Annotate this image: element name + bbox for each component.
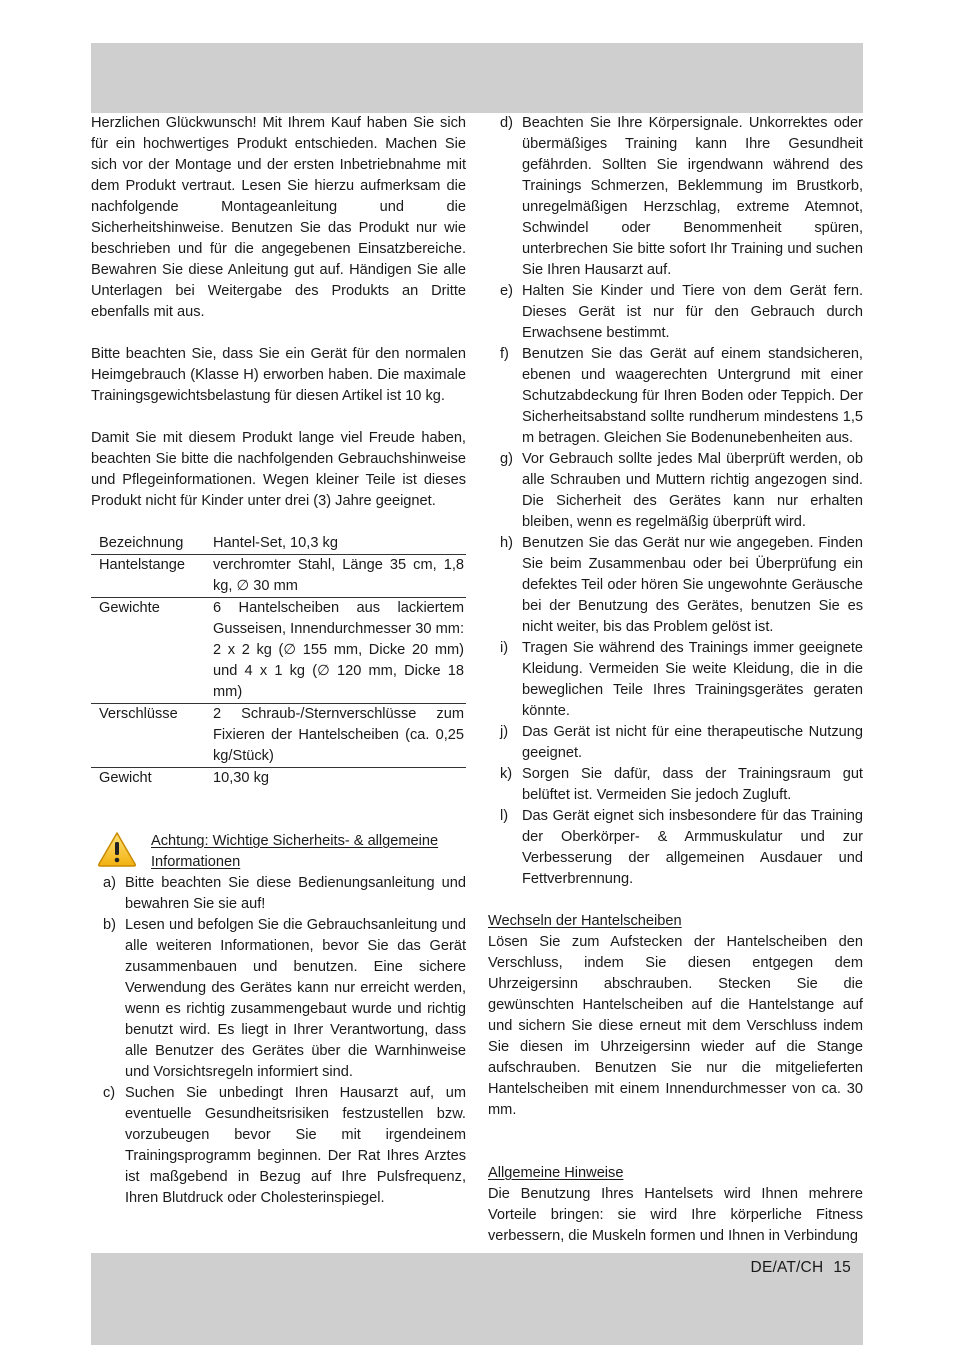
list-item (91, 873, 466, 915)
spec-label: Gewichte (91, 598, 213, 704)
list-marker: k) (500, 766, 513, 782)
right-column (488, 113, 863, 1247)
list-marker: j) (500, 724, 509, 740)
list-item (488, 638, 863, 722)
spec-value: Hantel-Set, 10,3 kg (213, 533, 466, 555)
list-text: Lesen und befolgen Sie die Gebrauchsanleitung und alle weiteren Informationen, bevor Sie das Gerät zusammenbauen und benutzen. Eine sichere Verwendung des Gerätes kann nur erreicht werden, wenn es richtig zusammengebaut wurde und richtig benutzt wird. Es liegt in Ihrer Verantwortung, dass alle Benutzer des Gerätes über die Warnhinweise und Vorsichtsregeln informiert sind. (125, 917, 466, 1080)
spec-value: verchromter Stahl, Länge 35 cm, 1,8 kg, ∅ 30 mm (213, 555, 466, 598)
spec-row (91, 768, 466, 790)
list-marker: a) (103, 875, 116, 891)
spec-row (91, 533, 466, 555)
list-text: Sorgen Sie dafür, dass der Trainingsraum gut belüftet ist. Vermeiden Sie jedoch Zugluft. (522, 766, 863, 803)
list-text: Suchen Sie unbedingt Ihren Hausarzt auf, um eventuelle Gesundheitsrisiken festzustellen bzw. vorzubeugen bevor Sie mit irgendeinem Trainingsprogramm beginnen. Der Rat Ihres Arztes ist maßgebend in Bezug auf Ihre Pulsfrequenz, Ihren Blutdruck oder Cholesterinspiegel. (125, 1085, 466, 1206)
list-text: Beachten Sie Ihre Körpersignale. Unkorrektes oder übermäßiges Training kann Ihre Gesundheit gefährden. Sollten Sie irgendwann während des Trainings Schmerzen, Beklemmung im Brustkorb, unregelmäßigen Herzschlag, extreme Atemnot, Schwindel oder Benommenheit spüren, unterbrechen Sie bitte sofort Ihr Training und suchen Sie Ihren Hausarzt auf. (522, 115, 863, 278)
intro-paragraph-1: Herzlichen Glückwunsch! Mit Ihrem Kauf haben Sie sich für ein hochwertiges Produkt entschieden. Machen Sie sich vor der Montage und der ersten Inbetriebnahme mit dem Produkt vertraut. Lesen Sie hierzu aufmerksam die nachfolgende Montageanleitung und die Sicherheitshinweise. Benutzen Sie das Produkt nur wie beschrieben und für die angegebenen Einsatzbereiche. Bewahren Sie diese Anleitung gut auf. Händigen Sie alle Unterlagen bei Weitergabe des Produkts an Dritte ebenfalls mit aus. (91, 115, 466, 320)
spec-value: 2 Schraub-/Sternverschlüsse zum Fixieren der Hantelscheiben (ca. 0,25 kg/Stück) (213, 704, 466, 768)
page-number: 15 (833, 1259, 851, 1276)
list-item (488, 533, 863, 638)
left-column (91, 113, 466, 1209)
spec-label: Hantelstange (91, 555, 213, 598)
intro-paragraph-2: Bitte beachten Sie, dass Sie ein Gerät für den normalen Heimgebrauch (Klasse H) erworben haben. Die maximale Trainingsgewichtsbelastung für diesen Artikel ist 10 kg. (91, 346, 466, 404)
footer-label (751, 1257, 851, 1278)
list-item (488, 113, 863, 281)
list-text: Halten Sie Kinder und Tiere von dem Gerät fern. Dieses Gerät ist nur für den Gebrauch durch Erwachsene bestimmt. (522, 283, 863, 341)
list-item (488, 449, 863, 533)
list-item (91, 1083, 466, 1209)
list-text: Bitte beachten Sie diese Bedienungsanleitung und bewahren Sie sie auf! (125, 875, 466, 912)
footer-region: DE/AT/CH (750, 1259, 824, 1276)
spec-table (91, 533, 466, 789)
section-heading-change-plates: Wechseln der Hantelscheiben (488, 913, 682, 929)
spec-row (91, 555, 466, 598)
list-marker: g) (500, 451, 513, 467)
list-item (488, 344, 863, 449)
spec-label: Gewicht (99, 770, 152, 786)
list-item (488, 806, 863, 890)
general-paragraph: Die Benutzung Ihres Hantelsets wird Ihnen mehrere Vorteile bringen: sie wird Ihre körperliche Fitness verbessern, die Muskeln formen und Ihnen in Verbindung (488, 1186, 863, 1244)
list-marker: i) (500, 640, 509, 656)
header-band (91, 43, 863, 113)
list-text: Das Gerät eignet sich insbesondere für das Training der Oberkörper- & Armmuskulatur und zur Verbesserung der allgemeinen Ausdauer und Fettverbrennung. (522, 808, 863, 887)
list-marker: d) (500, 115, 513, 131)
spec-row (91, 704, 466, 768)
footer-band (91, 1253, 863, 1345)
spec-value: 10,30 kg (213, 770, 269, 786)
spec-label: Verschlüsse (91, 704, 213, 768)
spec-row (91, 598, 466, 704)
list-text: Benutzen Sie das Gerät nur wie angegeben. Finden Sie beim Zusammenbau oder bei Überprüfung ein defektes Teil oder hören Sie ungewohnte Geräusche bei der Benutzung des Gerätes, benutzen Sie es nicht weiter, bis das Problem gelöst ist. (522, 535, 863, 635)
intro-paragraph-3: Damit Sie mit diesem Produkt lange viel Freude haben, beachten Sie bitte die nachfolgenden Gebrauchshinweise und Pflegeinformationen. Wegen kleiner Teile ist dieses Produkt nicht für Kinder unter drei (3) Jahre geeignet. (91, 430, 466, 509)
change-plates-paragraph: Lösen Sie zum Aufstecken der Hantelscheiben den Verschluss, indem Sie diesen entgegen dem Uhrzeigersinn abschrauben. Stecken Sie die gewünschten Hantelscheiben auf die Hantelstange auf und sichern Sie diese erneut mit dem Verschluss indem Sie diesen im Uhrzeigersinn wieder auf die Stange aufschrauben. Benutzen Sie nur die mitgelieferten Hantelscheiben mit einem Innendurchmesser von ca. 30 mm. (488, 934, 863, 1118)
spec-label: Bezeichnung (91, 533, 213, 555)
warning-icon (97, 831, 137, 867)
safety-list-right (488, 113, 863, 890)
list-text: Benutzen Sie das Gerät auf einem standsicheren, ebenen und waagerechten Untergrund mit einer Schutzabdeckung für Ihren Boden oder Teppich. Der Sicherheitsabstand sollte rundherum mindestens 1,5 m betragen. Gleichen Sie Bodenunebenheiten aus. (522, 346, 863, 446)
list-text: Tragen Sie während des Trainings immer geeignete Kleidung. Vermeiden Sie weite Kleidung, die in die beweglichen Teile Ihres Trainingsgerätes geraten könnte. (522, 640, 863, 719)
list-item (488, 281, 863, 344)
list-item (91, 915, 466, 1083)
safety-header (91, 831, 466, 873)
list-marker: c) (103, 1085, 116, 1101)
list-marker: h) (500, 535, 513, 551)
safety-title: Achtung: Wichtige Sicherheits- & allgemeine Informationen (151, 833, 439, 870)
list-marker: e) (500, 283, 513, 299)
spec-value: 6 Hantelscheiben aus lackiertem Gusseisen, Innendurchmesser 30 mm: 2 x 2 kg (∅ 155 mm, Dicke 20 mm) und 4 x 1 kg (∅ 120 mm, Dicke 18 mm) (213, 598, 466, 704)
list-marker: l) (500, 808, 509, 824)
section-heading-general: Allgemeine Hinweise (488, 1165, 624, 1181)
list-marker: b) (103, 917, 116, 933)
safety-list-left (91, 873, 466, 1209)
list-item (488, 764, 863, 806)
list-item (488, 722, 863, 764)
list-text: Vor Gebrauch sollte jedes Mal überprüft werden, ob alle Schrauben und Muttern richtig angezogen sind. Die Sicherheit des Gerätes kann nur erhalten bleiben, wenn es regelmäßig überprüft wird. (522, 451, 863, 530)
list-text: Das Gerät ist nicht für eine therapeutische Nutzung geeignet. (522, 724, 863, 761)
list-marker: f) (500, 346, 509, 362)
